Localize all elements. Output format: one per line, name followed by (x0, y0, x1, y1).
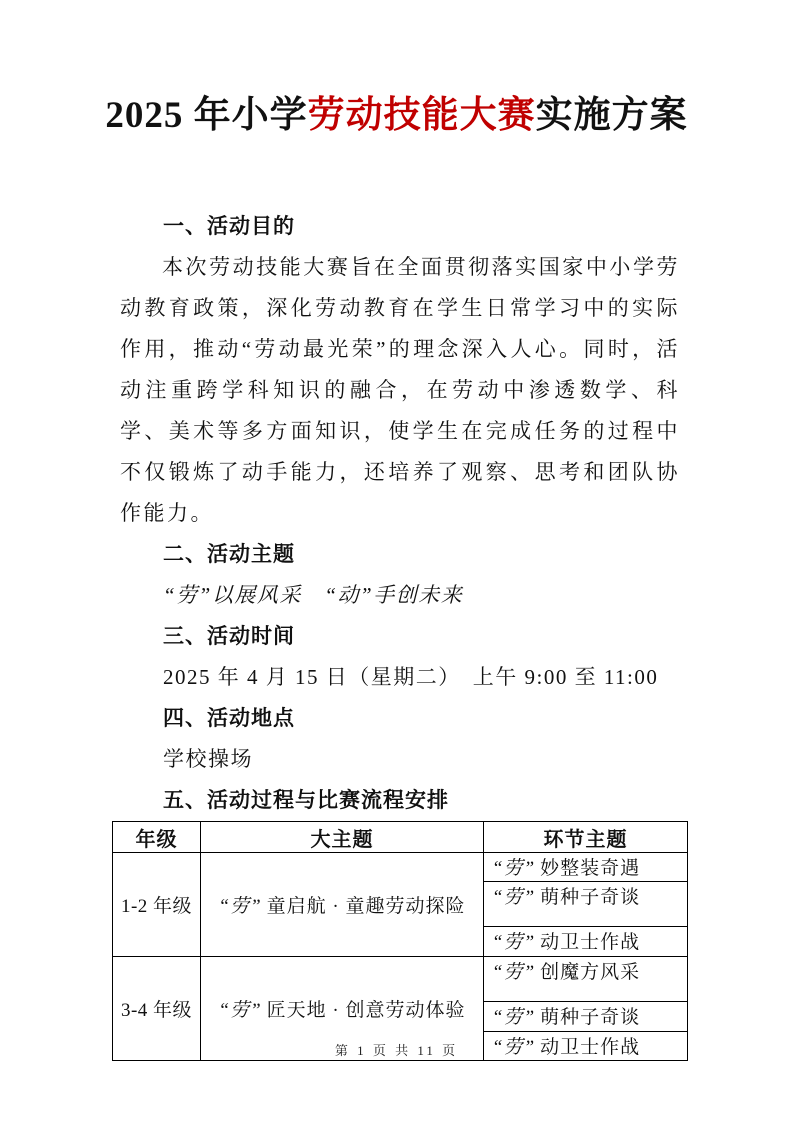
title-prefix: 2025 年小学 (105, 95, 308, 136)
col-header-main-theme: 大主题 (201, 822, 484, 853)
section-heading-purpose: 一、活动目的 (163, 214, 295, 238)
schedule-table (112, 821, 688, 1061)
activity-location-text: 学校操场 (163, 747, 253, 771)
col-header-segment-theme: 环节主题 (484, 822, 688, 853)
quoted-lao: “劳” (492, 932, 536, 953)
subtheme-cell (484, 1002, 688, 1032)
subtheme-text: 动卫士作战 (540, 1037, 641, 1058)
subtheme-cell (484, 927, 688, 957)
main-theme-cell-1-2 (201, 853, 484, 957)
quoted-lao: “劳” (492, 962, 536, 983)
document-body (120, 206, 680, 1061)
section-heading-location: 四、活动地点 (163, 706, 295, 730)
col-header-grade: 年级 (113, 822, 201, 853)
table-header-row (113, 822, 688, 853)
page-title (0, 0, 793, 142)
quoted-lao: “劳” (218, 896, 262, 917)
main-theme-text: 匠天地 · 创意劳动体验 (266, 1000, 466, 1021)
activity-theme-text: “劳”以展风采 “动”手创未来 (163, 583, 464, 607)
subtheme-text: 萌种子奇谈 (540, 887, 641, 908)
purpose-paragraph: 本次劳动技能大赛旨在全面贯彻落实国家中小学劳动教育政策，深化劳动教育在学生日常学习中的实际作用，推动“劳动最光荣”的理念深入人心。同时，活动注重跨学科知识的融合，在劳动中渗透数学、科学、美术等多方面知识，使学生在完成任务的过程中不仅锻炼了动手能力，还培养了观察、思考和团队协作能力。 (120, 255, 680, 525)
grade-cell-1-2: 1-2 年级 (113, 853, 201, 957)
quoted-lao: “劳” (492, 887, 536, 908)
title-highlight: 劳动技能大赛 (307, 95, 536, 136)
quoted-lao: “劳” (492, 858, 536, 879)
title-suffix: 实施方案 (535, 95, 688, 136)
quoted-lao: “劳” (492, 1037, 536, 1058)
subtheme-cell (484, 882, 688, 927)
quoted-lao: “劳” (218, 1000, 262, 1021)
table-row-grade2-sub1 (113, 957, 688, 1002)
main-theme-text: 童启航 · 童趣劳动探险 (266, 896, 466, 917)
subtheme-cell (484, 853, 688, 882)
grade-cell-3-4: 3-4 年级 (113, 957, 201, 1061)
subtheme-cell (484, 957, 688, 1002)
subtheme-text: 动卫士作战 (540, 932, 641, 953)
subtheme-text: 妙整装奇遇 (540, 858, 641, 879)
subtheme-text: 创魔方风采 (540, 962, 641, 983)
page-footer: 第 1 页 共 11 页 (334, 1043, 459, 1058)
subtheme-text: 萌种子奇谈 (540, 1007, 641, 1028)
table-row-grade1-sub1 (113, 853, 688, 882)
section-heading-theme: 二、活动主题 (163, 542, 295, 566)
quoted-lao: “劳” (492, 1007, 536, 1028)
section-heading-time: 三、活动时间 (163, 624, 295, 648)
activity-time-text: 2025 年 4 月 15 日（星期二） 上午 9:00 至 11:00 (163, 665, 659, 689)
section-heading-process: 五、活动过程与比赛流程安排 (163, 788, 449, 812)
